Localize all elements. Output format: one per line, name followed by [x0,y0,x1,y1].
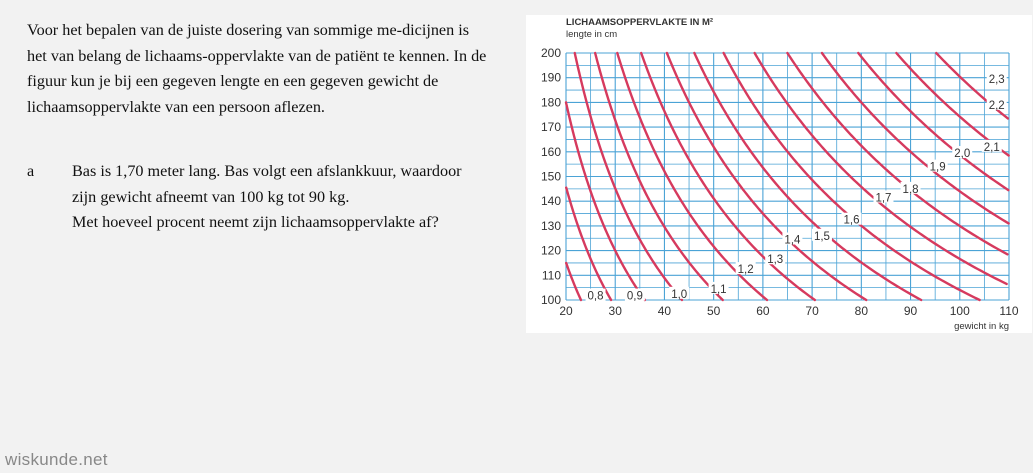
y-tick-label: 200 [540,46,561,60]
y-tick-label: 170 [540,120,561,135]
curve-label: 0,9 [626,290,643,303]
y-tick-label: 150 [540,169,561,184]
y-tick-label: 180 [540,95,561,110]
curve-label: 2,3 [988,73,1005,86]
chart-svg [526,15,1032,333]
curve-label: 1,5 [813,230,830,243]
y-tick-label: 190 [540,70,561,85]
curve-label: 0,8 [587,290,604,303]
x-tick-label: 60 [756,304,770,318]
curve-label: 2,2 [988,99,1005,112]
curve-0-8 [566,263,581,300]
chart-title: LICHAAMSOPPERVLAKTE IN M² [566,17,714,28]
x-tick-label: 110 [999,304,1019,318]
curve-2-0 [822,53,1009,223]
question-label: a [27,162,35,180]
curve-label: 1,7 [875,192,892,205]
y-tick-label: 110 [541,268,561,283]
curve-label: 1,3 [767,254,784,267]
x-tick-label: 70 [805,304,819,318]
x-axis-label: gewicht in kg [954,321,1009,332]
curve-1-8 [755,53,1007,284]
watermark: wiskunde.net [5,450,108,469]
intro-paragraph: Voor het bepalen van de juiste dosering van sommige me-dicijnen is het van belang de lichaams-oppervlakte van de patiënt te kennen. In de figuur kun je bij een gegeven lengte en een gegeven gewicht de lichaamsoppervlakte van een persoon aflezen. [27,21,487,116]
question-line-2: Met hoeveel procent neemt zijn lichaamsoppervlakte af? [72,213,439,231]
x-tick-label: 50 [706,304,721,318]
question-line-1: Bas is 1,70 meter lang. Bas volgt een afslankkuur, waardoor zijn gewicht afneemt van 100 kg tot 90 kg. [72,162,462,206]
body-surface-chart [526,15,1032,333]
y-tick-label: 140 [540,194,561,209]
x-tick-label: 90 [903,304,918,318]
curve-label: 1,4 [784,234,801,247]
x-tick-label: 80 [854,304,869,318]
question-a [27,159,467,236]
y-axis-label: lengte in cm [566,29,618,40]
curve-label: 1,9 [929,161,946,174]
y-tick-label: 160 [540,144,561,159]
y-tick-label: 120 [540,243,561,258]
x-tick-label: 20 [559,304,573,318]
curve-label: 1,1 [710,283,727,296]
curve-label: 1,2 [737,264,754,277]
curve-label: 2,1 [983,141,1000,154]
curve-label: 1,0 [671,288,688,301]
x-tick-label: 40 [657,304,672,318]
curve-label: 1,6 [843,214,860,227]
curve-label: 1,8 [902,183,919,196]
x-tick-label: 100 [949,304,970,318]
question-text [72,159,467,236]
curve-label: 2,0 [954,148,971,161]
x-tick-label: 30 [608,304,622,318]
y-tick-label: 100 [540,293,561,307]
curve-1-9 [787,53,1007,254]
y-tick-label: 130 [540,218,561,233]
